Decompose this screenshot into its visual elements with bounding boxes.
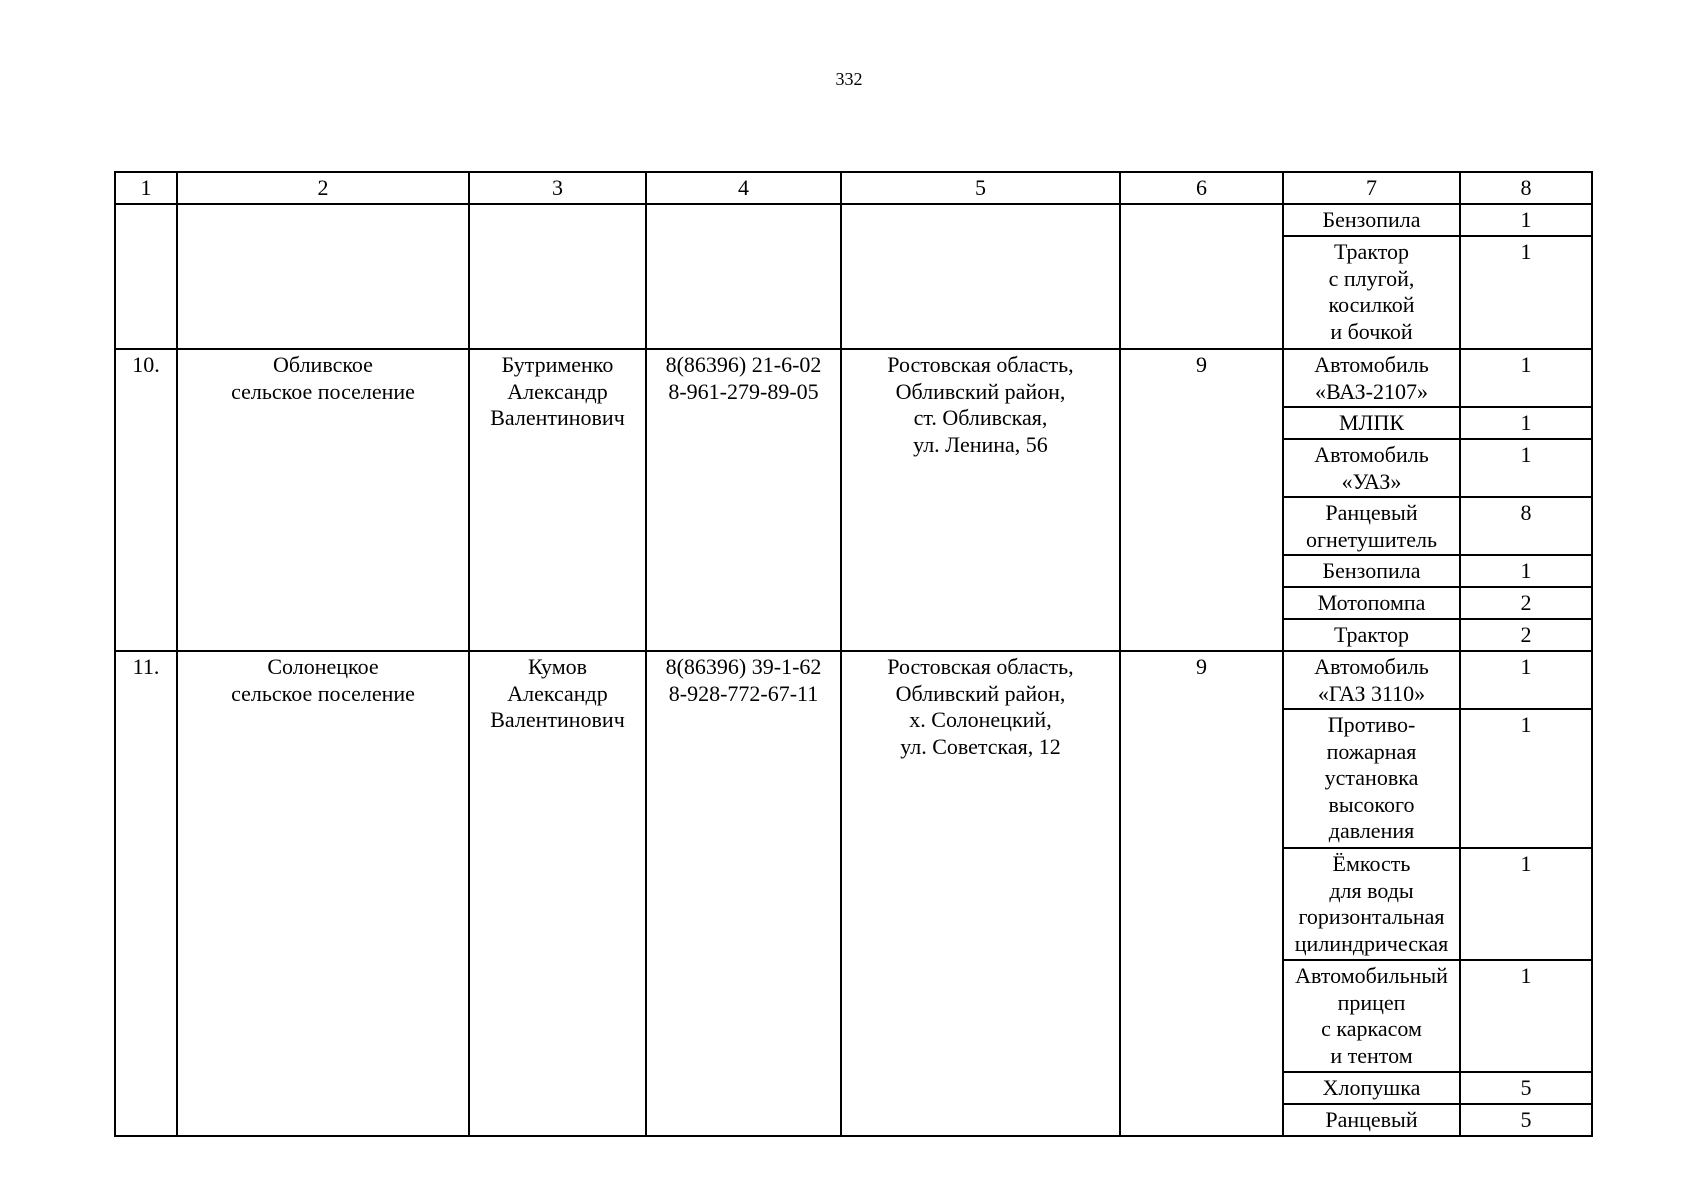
row-number: 10. (115, 349, 177, 651)
equipment-quantity: 1 (1460, 651, 1592, 709)
column-number-row (115, 172, 1592, 204)
equipment-quantity: 8 (1460, 497, 1592, 555)
equipment-name: Ёмкость для воды горизонтальная цилиндрическая (1283, 848, 1460, 960)
equipment-quantity: 1 (1460, 960, 1592, 1072)
equipment-quantity: 1 (1460, 204, 1592, 236)
column-number: 7 (1283, 172, 1460, 204)
column-number: 4 (646, 172, 841, 204)
address: Ростовская область, Обливский район, х. Солонецкий, ул. Советская, 12 (841, 651, 1120, 1136)
empty-cell (115, 204, 177, 349)
equipment-quantity: 2 (1460, 619, 1592, 651)
phone-numbers: 8(86396) 39-1-62 8-928-772-67-11 (646, 651, 841, 1136)
settlement-name: Солонецкое сельское поселение (177, 651, 469, 1136)
empty-cell (177, 204, 469, 349)
equipment-quantity: 1 (1460, 439, 1592, 497)
column-number: 8 (1460, 172, 1592, 204)
equipment-name: Автомобильный прицеп с каркасом и тентом (1283, 960, 1460, 1072)
empty-cell (1120, 204, 1283, 349)
count: 9 (1120, 651, 1283, 1136)
column-number: 3 (469, 172, 646, 204)
column-number: 6 (1120, 172, 1283, 204)
equipment-quantity: 1 (1460, 407, 1592, 439)
page-number: 332 (835, 69, 863, 89)
equipment-name: Мотопомпа (1283, 587, 1460, 619)
equipment-quantity: 5 (1460, 1104, 1592, 1136)
column-number: 2 (177, 172, 469, 204)
column-number: 1 (115, 172, 177, 204)
responsible-person: Бутрименко Александр Валентинович (469, 349, 646, 651)
table-row (115, 204, 1592, 236)
equipment-name: Хлопушка (1283, 1072, 1460, 1104)
table-row (115, 349, 1592, 407)
equipment-quantity: 1 (1460, 236, 1592, 349)
empty-cell (841, 204, 1120, 349)
phone-numbers: 8(86396) 21-6-02 8-961-279-89-05 (646, 349, 841, 651)
column-number: 5 (841, 172, 1120, 204)
settlement-name: Обливское сельское поселение (177, 349, 469, 651)
table-row (115, 651, 1592, 709)
equipment-quantity: 2 (1460, 587, 1592, 619)
equipment-name: МЛПК (1283, 407, 1460, 439)
equipment-quantity: 1 (1460, 848, 1592, 960)
equipment-name: Бензопила (1283, 555, 1460, 587)
empty-cell (469, 204, 646, 349)
equipment-name: Ранцевый огнетушитель (1283, 497, 1460, 555)
equipment-name: Ранцевый (1283, 1104, 1460, 1136)
equipment-quantity: 5 (1460, 1072, 1592, 1104)
equipment-name: Автомобиль «ВАЗ-2107» (1283, 349, 1460, 407)
equipment-name: Трактор с плугой, косилкой и бочкой (1283, 236, 1460, 349)
address: Ростовская область, Обливский район, ст. Обливская, ул. Ленина, 56 (841, 349, 1120, 651)
equipment-name: Автомобиль «УАЗ» (1283, 439, 1460, 497)
row-number: 11. (115, 651, 177, 1136)
equipment-name: Автомобиль «ГАЗ 3110» (1283, 651, 1460, 709)
equipment-quantity: 1 (1460, 709, 1592, 848)
equipment-name: Противо- пожарная установка высокого давления (1283, 709, 1460, 848)
equipment-name: Бензопила (1283, 204, 1460, 236)
empty-cell (646, 204, 841, 349)
equipment-quantity: 1 (1460, 555, 1592, 587)
equipment-name: Трактор (1283, 619, 1460, 651)
count: 9 (1120, 349, 1283, 651)
equipment-table (114, 171, 1593, 1137)
responsible-person: Кумов Александр Валентинович (469, 651, 646, 1136)
equipment-quantity: 1 (1460, 349, 1592, 407)
